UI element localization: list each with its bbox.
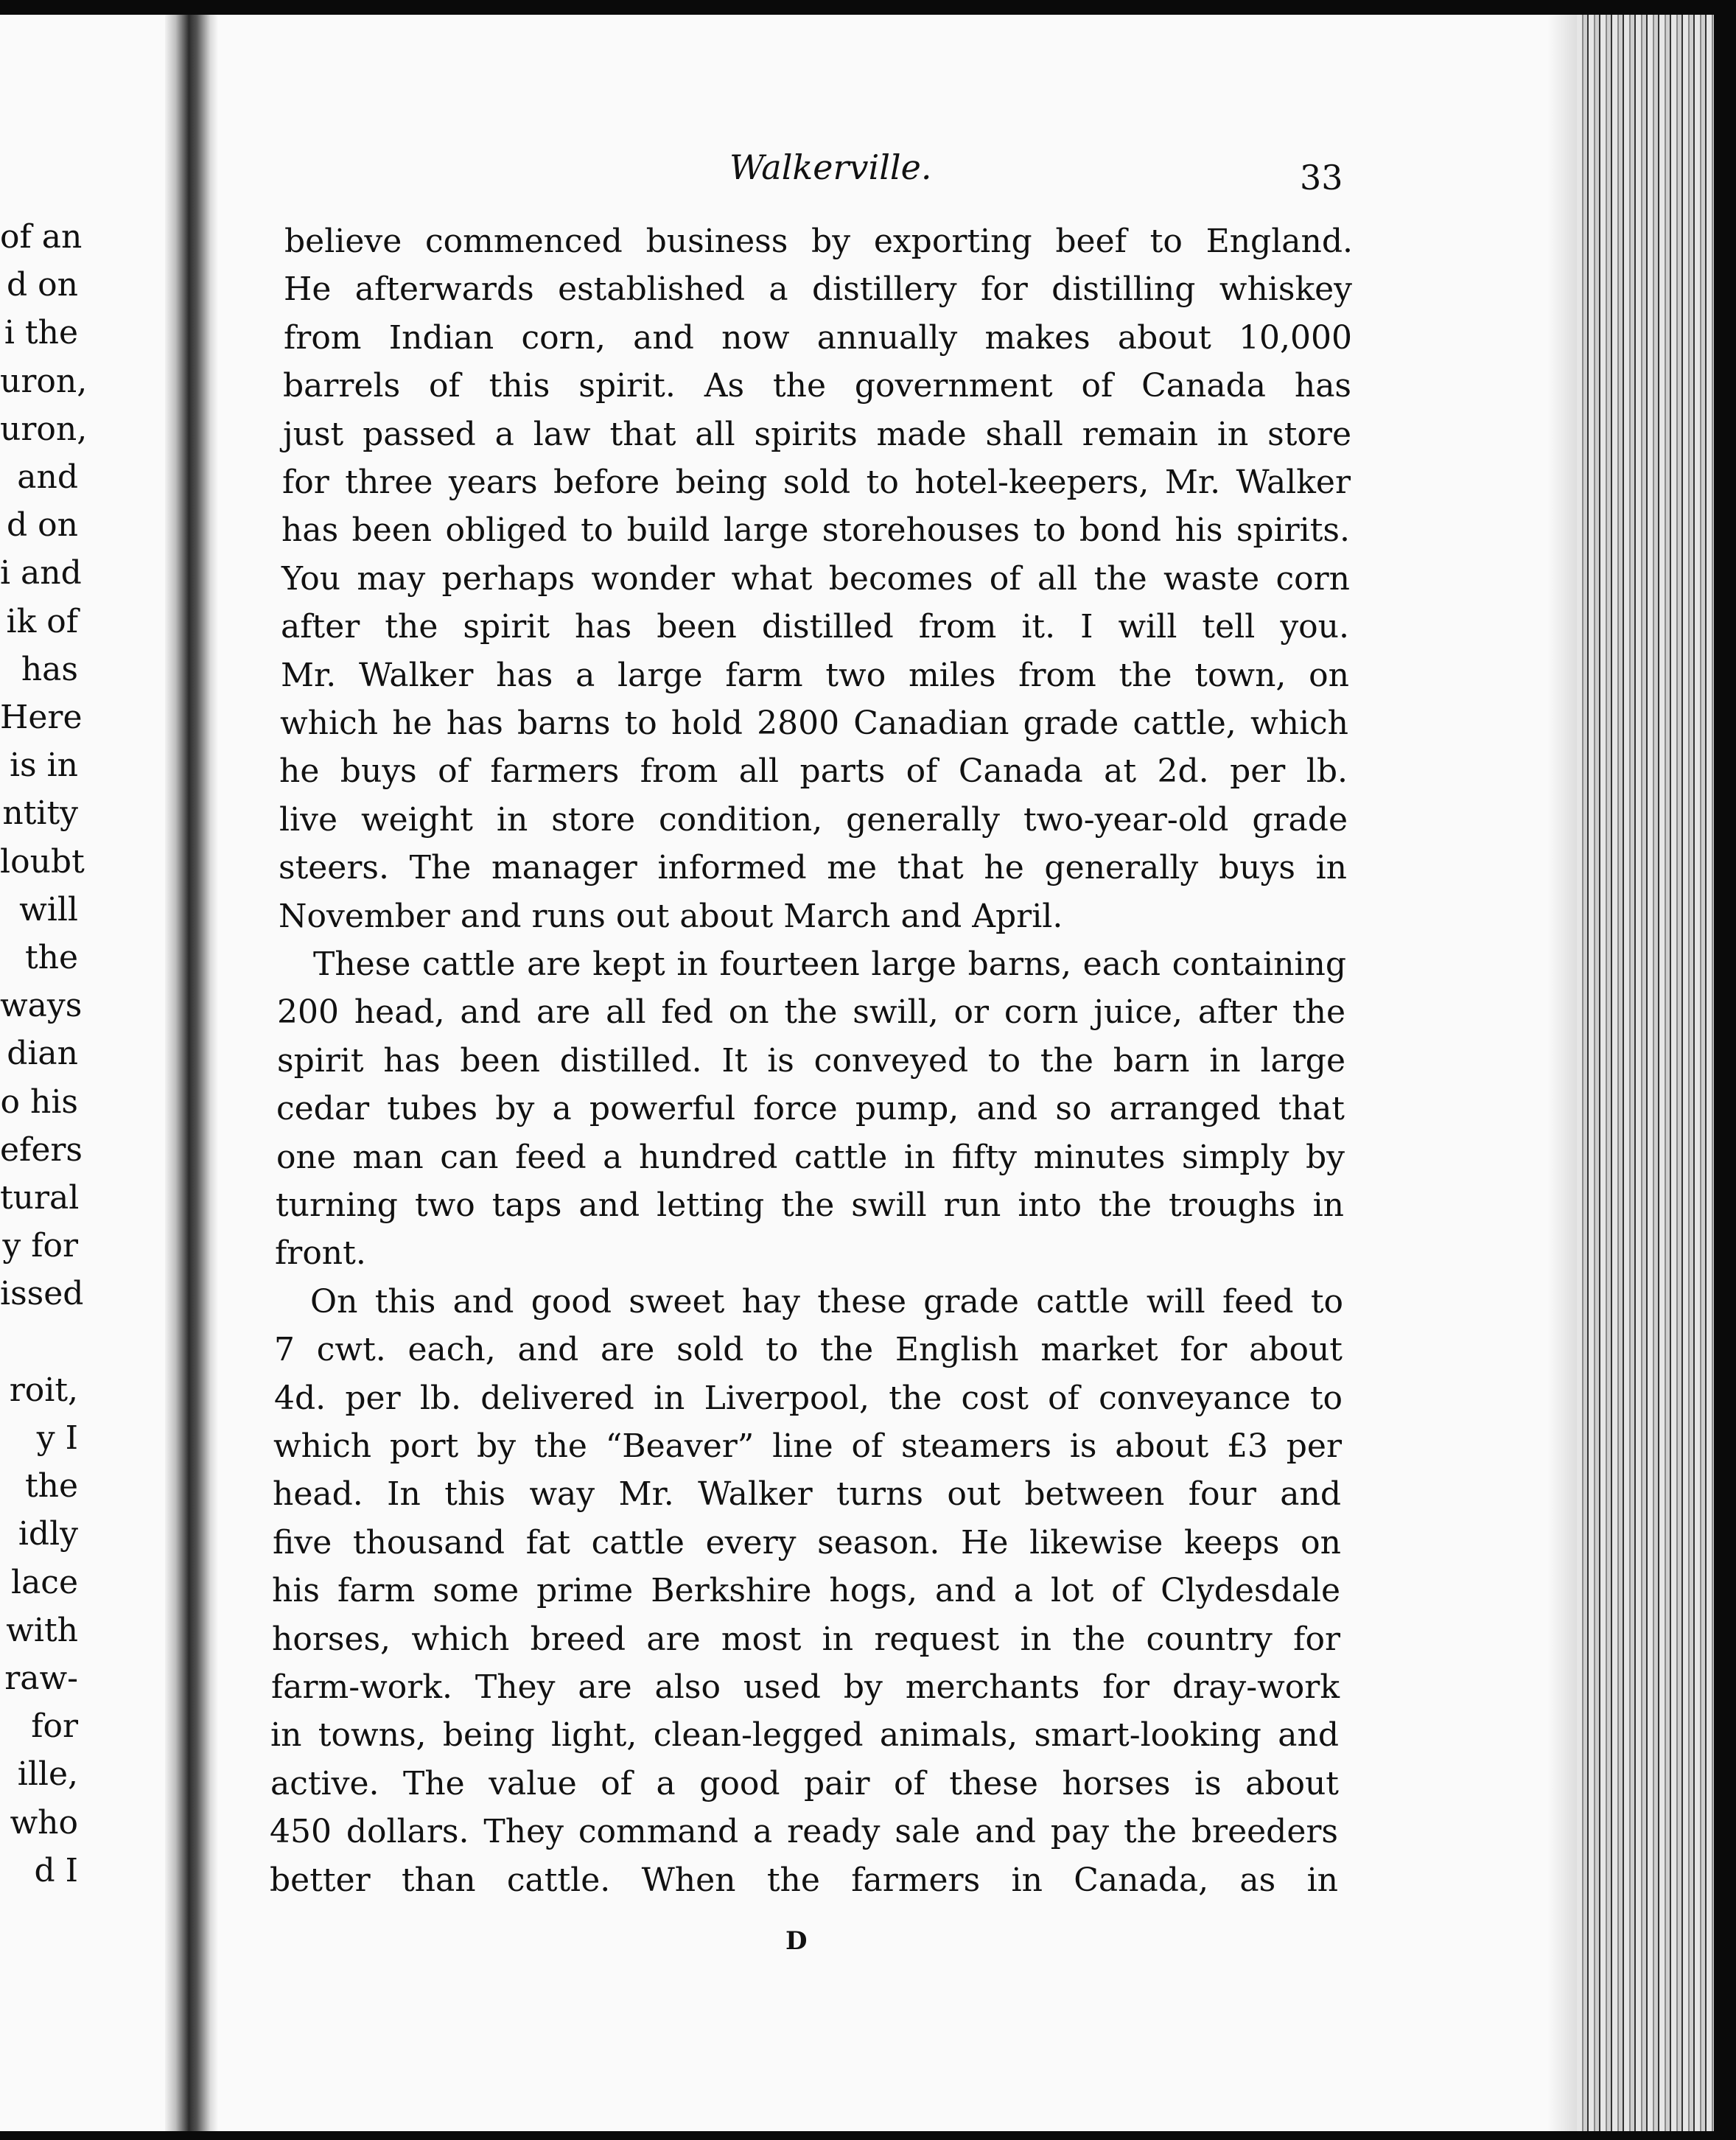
scan-border-bottom	[0, 2131, 1736, 2140]
left-page-line-fragment: ntity	[2, 794, 78, 832]
left-page-line-fragment: will	[19, 891, 78, 929]
left-page-line-fragment: with	[6, 1612, 78, 1649]
text-line: active. The value of a good pair of these horses is about	[270, 1765, 1339, 1802]
text-line: cedar tubes by a powerful force pump, and so arranged that	[276, 1090, 1345, 1127]
left-page-line-fragment: i the	[4, 314, 78, 352]
left-page-line-fragment: and	[17, 458, 78, 496]
text-line: He afterwards established a distillery for distilling whiskey	[284, 270, 1352, 308]
left-page-line-fragment: ille,	[17, 1755, 78, 1793]
left-page-line-fragment: efers	[0, 1131, 83, 1169]
text-line: These cattle are kept in fourteen large barns, each containing	[313, 945, 1346, 983]
text-line: just passed a law that all spirits made shall remain in store	[283, 416, 1351, 453]
text-line: 200 head, and are all fed on the swill, or corn juice, after the	[277, 993, 1345, 1031]
text-line: from Indian corn, and now annually makes about 10,000	[284, 319, 1352, 357]
left-page-line-fragment: uron,	[0, 363, 88, 400]
left-page-line-fragment: has	[21, 651, 78, 688]
text-line: November and runs out about March and April.	[279, 898, 1063, 935]
left-page-line-fragment: ik of	[6, 603, 78, 640]
left-page-line-fragment: y for	[2, 1227, 78, 1265]
text-line: turning two taps and letting the swill run into the troughs in	[276, 1186, 1344, 1224]
left-page-line-fragment: roit,	[9, 1371, 78, 1409]
text-line: has been obliged to build large storehouses to bond his spirits.	[281, 511, 1350, 549]
scan-border-top	[0, 0, 1736, 15]
left-page-line-fragment: Here	[0, 699, 83, 736]
text-line: 7 cwt. each, and are sold to the English market for about	[274, 1331, 1343, 1368]
text-line: he buys of farmers from all parts of Canada at 2d. per lb.	[279, 752, 1348, 790]
text-line: live weight in store condition, generally two-year-old grade	[279, 801, 1348, 839]
text-line: which he has barns to hold 2800 Canadian grade cattle, which	[280, 704, 1348, 742]
text-line: You may perhaps wonder what becomes of all the waste corn	[281, 560, 1350, 598]
text-line: for three years before being sold to hotel-keepers, Mr. Walker	[282, 464, 1351, 501]
scan-border-right	[1714, 0, 1736, 2140]
left-page-line-fragment: is in	[9, 746, 78, 784]
left-page-line-fragment: raw-	[4, 1660, 78, 1697]
text-line: horses, which breed are most in request in the country for	[272, 1620, 1340, 1658]
text-line: in towns, being light, clean-legged animals, smart-looking and	[270, 1716, 1339, 1754]
left-page-line-fragment: the	[24, 1467, 78, 1505]
left-page-line-fragment: uron,	[0, 410, 88, 448]
text-line: front.	[275, 1234, 366, 1272]
text-line: On this and good sweet hay these grade cattle will feed to	[310, 1283, 1343, 1321]
left-page-line-fragment: dian	[7, 1035, 78, 1072]
left-page-line-fragment: tural	[0, 1179, 80, 1217]
text-line: head. In this way Mr. Walker turns out between four and	[273, 1475, 1341, 1513]
page-stack-edges	[1577, 15, 1714, 2131]
text-line: believe commenced business by exporting beef to England.	[284, 223, 1353, 260]
text-line: his farm some prime Berkshire hogs, and a lot of Clydesdale	[272, 1572, 1340, 1609]
left-page-line-fragment: idly	[18, 1515, 78, 1553]
text-line: which port by the “Beaver” line of steamers is about £3 per	[273, 1427, 1342, 1465]
left-page-line-fragment: for	[31, 1707, 78, 1745]
text-line: better than cattle. When the farmers in Canada, as in	[270, 1861, 1338, 1899]
page-number: 33	[1300, 158, 1343, 197]
left-page-line-fragment: who	[10, 1804, 78, 1842]
text-line: one man can feed a hundred cattle in fifty minutes simply by	[276, 1139, 1345, 1176]
left-page-line-fragment: lace	[11, 1564, 78, 1601]
left-page-line-fragment: ways	[0, 987, 83, 1024]
signature-mark: D	[785, 1926, 808, 1956]
left-page-line-fragment: y I	[36, 1419, 78, 1457]
book-gutter	[165, 15, 218, 2131]
text-line: five thousand fat cattle every season. He likewise keeps on	[273, 1524, 1341, 1562]
left-page-line-fragment: of an	[0, 218, 83, 256]
text-line: 4d. per lb. delivered in Liverpool, the cost of conveyance to	[274, 1380, 1343, 1417]
text-line: after the spirit has been distilled from it. I will tell you.	[281, 608, 1349, 646]
left-page-line-fragment: d on	[7, 266, 78, 304]
text-line: steers. The manager informed me that he generally buys in	[279, 849, 1347, 887]
left-page-line-fragment: d I	[34, 1852, 78, 1889]
left-page-line-fragment: o his	[0, 1083, 78, 1121]
text-line: barrels of this spirit. As the government of Canada has	[283, 367, 1351, 405]
left-page-line-fragment: the	[24, 939, 78, 976]
left-page-line-fragment: loubt	[0, 843, 85, 881]
left-page-line-fragment: d on	[7, 506, 78, 544]
text-line: Mr. Walker has a large farm two miles from the town, on	[281, 657, 1349, 694]
text-line: 450 dollars. They command a ready sale and pay the breeders	[270, 1813, 1338, 1850]
left-page-line-fragment: issed	[0, 1275, 84, 1312]
text-line: spirit has been distilled. It is conveyed to the barn in large	[277, 1042, 1345, 1080]
left-page-line-fragment: i and	[0, 554, 82, 592]
running-head-title: Walkerville.	[729, 147, 932, 187]
text-line: farm-work. They are also used by merchants for dray-work	[271, 1668, 1340, 1706]
